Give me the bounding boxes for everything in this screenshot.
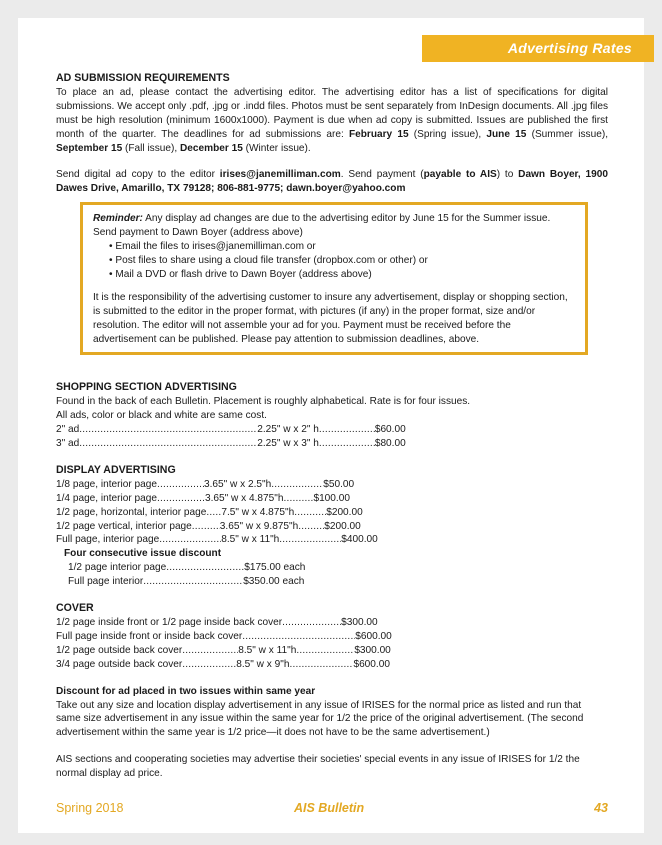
rate-row: Full page inside front or inside back cover ..... $600.00 — [56, 630, 608, 644]
rate-row: 1/2 page vertical, interior page ..... 3.65" w x 9.875"h ..... $200.00 — [56, 520, 608, 534]
consecutive-heading: Four consecutive issue discount — [64, 548, 222, 560]
page-footer — [56, 801, 608, 819]
rate-row: 1/8 page, interior page ..... 3.65" w x 2.5"h ..... $50.00 — [56, 478, 608, 492]
rate-row: 1/2 page interior page ..... $175.00 each — [56, 561, 608, 575]
rate-row: 2" ad ..... 2.25" w x 2" h ..... $60.00 — [56, 423, 608, 437]
discount-heading: Discount for ad placed in two issues within same year — [56, 685, 316, 697]
display-heading: DISPLAY ADVERTISING — [56, 463, 176, 476]
rate-row: 1/2 page inside front or 1/2 page inside back cover ..... $300.00 — [56, 616, 608, 630]
rate-row: 1/2 page, horizontal, interior page ..... 7.5" w x 4.875"h ..... $200.00 — [56, 506, 608, 520]
payment-address: Dawn Boyer, 1900 Dawes Drive, Amarillo, TX 79128; 806-881-9775; dawn.boyer@yahoo.com — [56, 169, 608, 195]
reminder-label: Reminder: — [93, 213, 143, 225]
cover-heading: COVER — [56, 602, 94, 615]
list-item: • Mail a DVD or flash drive to Dawn Boyer (address above) — [109, 268, 575, 282]
footer-publication: AIS Bulletin — [294, 801, 365, 815]
send-copy-paragraph: Send digital ad copy to the editor irises@janemilliman.com. Send payment (payable to AIS) to Dawn Boyer, 1900 Dawes Drive, Amarillo, TX 79128; 806-881-9775; dawn.boyer@yahoo.com — [56, 169, 608, 195]
submission-heading: AD SUBMISSION REQUIREMENTS — [56, 72, 230, 84]
rate-row: 1/2 page outside back cover ..... 8.5" w x 11"h ..... $300.00 — [56, 644, 608, 658]
discount-paragraph: Take out any size and location display advertisement in any issue of IRISES for the normal price as listed and run that same size advertisement in any issue within the same year for 1/2 the price of the original advertisement. (The second advertisement within the same year is 1/2 price—it does not have to be the same advertisement.) — [56, 699, 584, 739]
rate-row: 3/4 page outside back cover ..... 8.5" w x 9"h ..... $600.00 — [56, 658, 608, 672]
rate-row: 3" ad ..... 2.25" w x 3" h ..... $80.00 — [56, 437, 608, 451]
reminder-box: Reminder: Any display ad changes are due to the advertising editor by June 15 for the Summer issue. Send payment to Dawn Boyer (address above) • Email the files to irises@janemilliman.com or • Post files to share using a cloud file transfer (dropbox.com or other) or • Mail a DVD or flash drive to Dawn Boyer (address above) It is the responsibility of the advertising customer to insure any advertisement, display or shopping section, is submitted to the editor in the proper format, with pictures (if any) in the proper format, size and/or resolution. The editor will not assemble your ad for you. Payment must be received before the advertisement can be published. Please pay attention to submission deadlines, above. — [80, 202, 588, 355]
submission-paragraph: To place an ad, please contact the advertising editor. The advertising editor has a list of specifications for digital submissions. We accept only .pdf, .jpg or .indd files. Photos must be sent separately from InDesign documents. All .jpg files must be high resolution (minimum 1600x1000). Payment is due when ad copy is submitted. Issues are published the first month of the quarter. The deadlines for ad submissions are: February 15 (Spring issue), June 15 (Summer issue), September 15 (Fall issue), December 15 (Winter issue). — [56, 86, 608, 154]
reminder-bullets — [93, 240, 575, 282]
societies-paragraph: AIS sections and cooperating societies may advertise their societies' special events in any issue of IRISES for 1/2 the normal display ad price. — [56, 754, 580, 780]
rate-row: Full page, interior page ..... 8.5" w x 11"h ..... $400.00 — [56, 533, 608, 547]
content — [56, 72, 608, 781]
shopping-heading: SHOPPING SECTION ADVERTISING — [56, 381, 237, 394]
footer-season: Spring 2018 — [56, 801, 124, 815]
rate-row: 1/4 page, interior page ..... 3.65" w x 4.875"h ..... $100.00 — [56, 492, 608, 506]
page-number: 43 — [594, 801, 608, 815]
rate-row: Full page interior ..... $350.00 each — [56, 575, 608, 589]
list-item: • Post files to share using a cloud file transfer (dropbox.com or other) or — [109, 254, 575, 268]
page — [18, 18, 644, 833]
section-banner: Advertising Rates — [422, 35, 654, 62]
list-item: • Email the files to irises@janemilliman.com or — [109, 240, 575, 254]
shopping-line: All ads, color or black and white are same cost. — [56, 410, 267, 422]
shopping-line: Found in the back of each Bulletin. Placement is roughly alphabetical. Rate is for four issues. — [56, 396, 471, 408]
responsibility-paragraph: It is the responsibility of the advertising customer to insure any advertisement, display or shopping section, is submitted to the editor in the proper format, with pictures (if any) in the proper format, size and/or resolution. The editor will not assemble your ad for you. Payment must be received before the advertisement can be published. Please pay attention to submission deadlines, above. — [93, 291, 568, 345]
editor-email: irises@janemilliman.com — [219, 169, 341, 181]
